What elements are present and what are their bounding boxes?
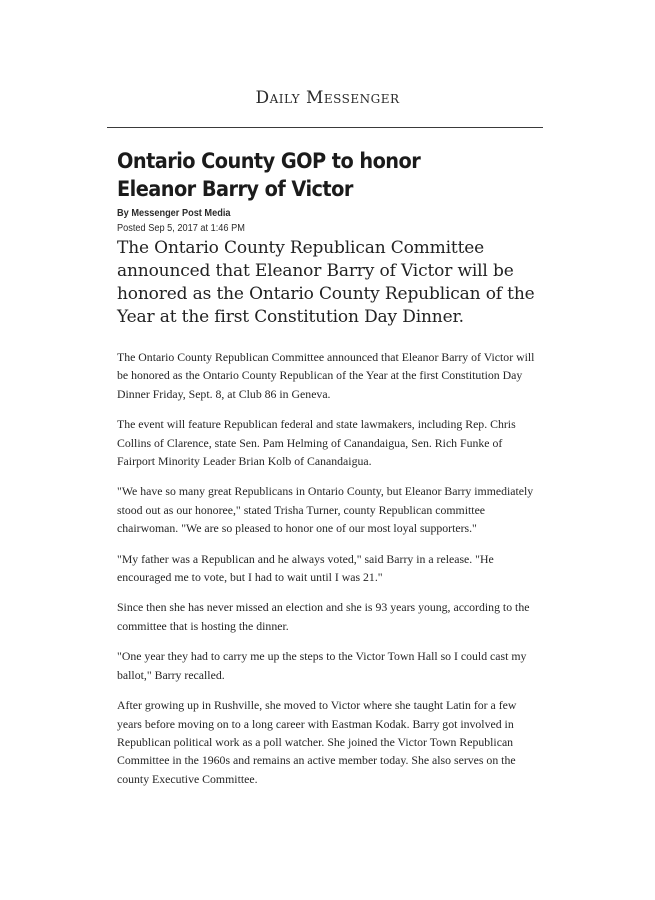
article-body bbox=[117, 348, 537, 800]
masthead-rule bbox=[107, 127, 543, 128]
posted-date: Posted Sep 5, 2017 at 1:46 PM bbox=[117, 223, 245, 234]
body-paragraph: "My father was a Republican and he always voted," said Barry in a release. "He encouraged me to vote, but I had to wait until I was 21." bbox=[117, 551, 494, 585]
masthead: Daily Messenger bbox=[255, 88, 400, 108]
body-paragraph: "One year they had to carry me up the steps to the Victor Town Hall so I could cast my ballot," Barry recalled. bbox=[117, 649, 527, 682]
article-lede: The Ontario County Republican Committee announced that Eleanor Barry of Victor will be honored as the Ontario County Republican of the Year at the first Constitution Day Dinner. bbox=[117, 238, 535, 327]
body-paragraph: Since then she has never missed an election and she is 93 years young, according to the committee that is hosting the dinner. bbox=[117, 600, 530, 633]
body-paragraph: After growing up in Rushville, she moved to Victor where she taught Latin for a few years before moving on to a long career with Eastman Kodak. Barry got involved in Republican political work as a poll watcher. She joined the Victor Town Republican Committee in the 1960s and remains an active member today. She also serves on the county Executive Committee. bbox=[117, 698, 517, 786]
body-paragraph: "We have so many great Republicans in Ontario County, but Eleanor Barry immediately stood out as our honoree," stated Trisha Turner, county Republican committee chairwoman. "We are so pleased to honor one of our most loyal supporters." bbox=[117, 484, 534, 536]
byline: By Messenger Post Media bbox=[117, 208, 231, 219]
article-headline: Ontario County GOP to honor Eleanor Barry of Victor bbox=[117, 149, 421, 201]
body-paragraph: The Ontario County Republican Committee announced that Eleanor Barry of Victor will be honored as the Ontario County Republican of the Year at the first Constitution Day Dinner Friday, Sept. 8, at Club 86 in Geneva. bbox=[117, 350, 535, 401]
body-paragraph: The event will feature Republican federal and state lawmakers, including Rep. Chris Collins of Clarence, state Sen. Pam Helming of Canandaigua, Sen. Rich Funke of Fairport Minority Leader Brian Kolb of Canandaigua. bbox=[117, 417, 516, 469]
